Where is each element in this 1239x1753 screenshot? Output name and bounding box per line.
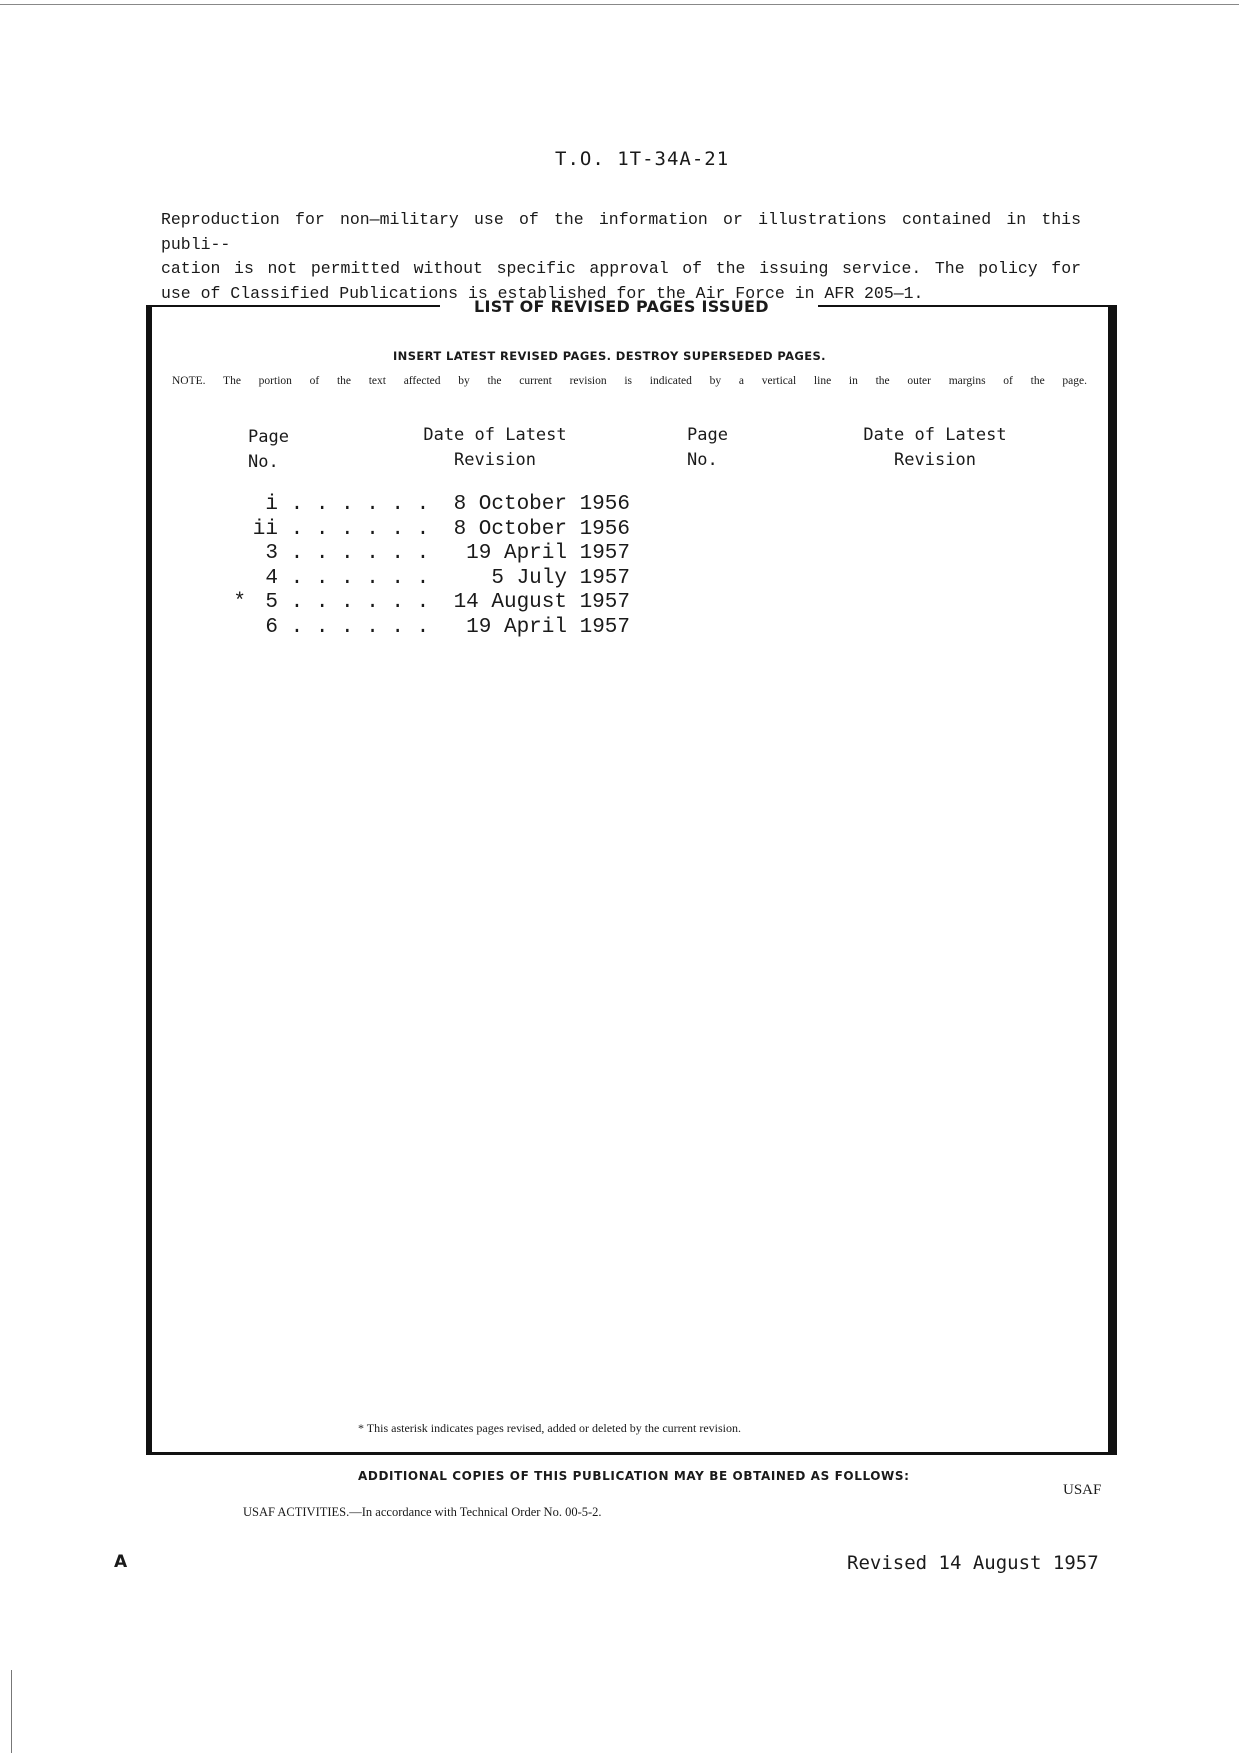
revision-marker: * (233, 591, 246, 614)
page-number: 6 (265, 615, 278, 639)
leader-dots: . . . . . . (290, 493, 430, 516)
list-item (230, 542, 630, 567)
reproduction-notice-line: Reproduction for non—military use of the information or illustrations contained in this publi-- (161, 210, 1081, 254)
leader-dots: . . . . . . (290, 591, 430, 614)
usaf-activities-note: USAF ACTIVITIES.—In accordance with Technical Order No. 00-5-2. (243, 1505, 602, 1519)
page-number: i (265, 493, 278, 516)
insert-instruction: INSERT LATEST REVISED PAGES. DESTROY SUPERSEDED PAGES. (393, 349, 826, 363)
column-header-page-no: Page No. (687, 425, 728, 470)
usaf-label: USAF (1063, 1482, 1102, 1498)
column-header-date: Date of Latest Revision (423, 425, 567, 470)
page-number: 4 (265, 566, 278, 590)
revised-pages-title: LIST OF REVISED PAGES ISSUED (474, 297, 769, 316)
box-top-rule-right (818, 305, 1108, 307)
revision-date: 5 July 1957 (491, 566, 630, 590)
list-item (230, 591, 630, 616)
revision-date: 19 April 1957 (466, 615, 630, 639)
additional-copies-heading: ADDITIONAL COPIES OF THIS PUBLICATION MAY BE OBTAINED AS FOLLOWS: (358, 1469, 910, 1483)
page-letter: A (114, 1552, 128, 1572)
revision-note: NOTE. The portion of the text affected by the current revision is indicated by a vertical line in the outer margins of the page. (172, 375, 1087, 387)
column-header-date: Date of Latest Revision (863, 425, 1007, 470)
leader-dots: . . . . . . (290, 542, 430, 565)
reproduction-notice (161, 208, 1081, 306)
top-edge-rule (0, 4, 1239, 5)
revision-date: 14 August 1957 (453, 591, 630, 614)
asterisk-footnote: * This asterisk indicates pages revised, added or deleted by the current revision. (358, 1421, 741, 1435)
revision-date: 8 October 1956 (453, 493, 630, 516)
list-item (230, 493, 630, 518)
technical-order-number: T.O. 1T-34A-21 (555, 148, 730, 170)
leader-dots: . . . . . . (290, 566, 430, 590)
leader-dots: . . . . . . (290, 615, 430, 639)
revised-pages-list (230, 493, 630, 640)
column-header-page-no: Page No. (248, 427, 289, 472)
box-top-rule-left (146, 305, 440, 307)
leader-dots: . . . . . . (290, 517, 430, 541)
revised-pages-box (146, 305, 1117, 1455)
left-edge-mark (11, 1670, 12, 1753)
list-item (230, 567, 630, 592)
page-number: ii (252, 517, 278, 541)
page-number: 5 (265, 591, 278, 614)
revised-date: Revised 14 August 1957 (847, 1552, 1099, 1574)
reproduction-notice-line: cation is not permitted without specific approval of the issuing service. The policy for (161, 259, 1081, 278)
reproduction-notice-line: use of Classified Publications is established for the Air Force in AFR 205—1. (161, 283, 924, 303)
list-item (230, 616, 630, 641)
revision-date: 19 April 1957 (466, 542, 630, 565)
list-item (230, 518, 630, 543)
page-number: 3 (265, 542, 278, 565)
revision-date: 8 October 1956 (453, 517, 630, 541)
